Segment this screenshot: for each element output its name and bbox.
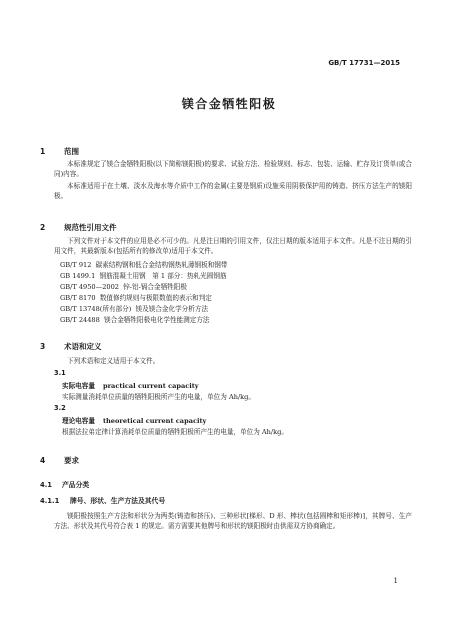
standard-code: GB/T 17731—2015 <box>328 59 400 67</box>
term-number: 3.2 <box>54 404 66 412</box>
reference-code: GB/T 8170 <box>60 294 96 302</box>
term-name-zh: 实际电容量 <box>62 382 95 390</box>
term-name-zh: 理论电容量 <box>62 417 95 425</box>
section-2-intro: 下列文件对于本文件的应用是必不可少的。凡是注日期的引用文件，仅注日期的版本适用于本文件。凡是不注日期的引用文件，其最新版本(包括所有的修改单)适用于本文件。 <box>54 237 412 255</box>
section-title: 术语和定义 <box>64 342 102 351</box>
subsection-title: 产品分类 <box>62 481 90 489</box>
page-number: 1 <box>393 577 398 585</box>
reference-name: 钢筋混凝土用钢 第 1 部分：热轧光圆钢筋 <box>99 272 227 280</box>
term-heading <box>62 380 199 390</box>
term-number: 3.1 <box>54 369 66 377</box>
reference-code: GB/T 24488 <box>60 316 100 324</box>
subsection-number: 4.1.1 <box>40 497 60 505</box>
reference-item <box>60 259 228 269</box>
reference-name: 锌-铝-镉合金牺牲阳极 <box>123 283 187 291</box>
reference-item <box>60 270 227 280</box>
reference-name: 数值修约规则与极限数值的表示和判定 <box>99 294 212 302</box>
section-number: 2 <box>40 223 46 232</box>
term-definition: 根据法拉弟定律计算消耗单位质量的牺牲阳极所产生的电量，单位为 Ah/kg。 <box>62 428 288 436</box>
section-3-intro: 下列术语和定义适用于本文件。 <box>67 357 160 365</box>
reference-code: GB/T 13748(所有部分) <box>60 305 132 313</box>
section-1-para-1: 本标准规定了镁合金牺牲阳极(以下简称镁阳极)的要求、试验方法、检验规则、标志、包装、运输、贮存及订货单(或合同)内容。 <box>54 160 412 178</box>
subsection-title: 牌号、形状、生产方法及其代号 <box>70 497 166 505</box>
section-4-heading <box>40 455 79 466</box>
section-title: 要求 <box>64 456 79 465</box>
document-title: 镁合金牺牲阳极 <box>181 97 277 111</box>
reference-name: 碳素结构钢和低合金结构钢热轧薄钢板和钢带 <box>95 261 228 269</box>
reference-code: GB/T 912 <box>60 261 92 269</box>
reference-code: GB/T 4950—2002 <box>60 283 119 291</box>
section-number: 4 <box>40 456 46 465</box>
section-number: 1 <box>40 147 46 156</box>
section-1-para-2: 本标准适用于在土壤、淡水及海水等介质中工作的金属(主要是钢质)设施采用阴极保护用的铸造、挤压方法生产的镁阳极。 <box>54 182 412 200</box>
reference-code: GB 1499.1 <box>60 272 96 280</box>
reference-item <box>60 303 208 313</box>
section-1-heading <box>40 146 79 157</box>
reference-name: 镁及镁合金化学分析方法 <box>135 305 209 313</box>
section-title: 规范性引用文件 <box>64 223 117 232</box>
subsection-4-1-heading <box>40 479 89 489</box>
section-4-para: 镁阳极按照生产方法和形状分为两类(铸造和挤压)、三种形状[梯形、D 形、棒状(包括圆棒和矩形棒)]，其牌号、生产方法、形状及其代号符合表 1 的规定。需方需要其他牌号和形状的镁阳极时由供需双方协商确定。 <box>54 512 412 530</box>
term-definition: 实际测量消耗单位质量的牺牲阳极所产生的电量，单位为 Ah/kg。 <box>62 393 255 401</box>
section-number: 3 <box>40 342 46 351</box>
section-2-heading <box>40 222 117 233</box>
reference-name: 镁合金牺牲阳极电化学性能测定方法 <box>104 316 210 324</box>
reference-item <box>60 292 212 302</box>
subsection-number: 4.1 <box>40 481 53 489</box>
section-title: 范围 <box>64 147 79 156</box>
term-name-en: theoretical current capacity <box>102 417 207 425</box>
section-3-heading <box>40 341 102 352</box>
term-name-en: practical current capacity <box>102 382 199 390</box>
term-heading <box>62 415 206 425</box>
reference-item <box>60 281 187 291</box>
subsection-4-1-1-heading <box>40 495 165 505</box>
reference-item <box>60 314 210 324</box>
